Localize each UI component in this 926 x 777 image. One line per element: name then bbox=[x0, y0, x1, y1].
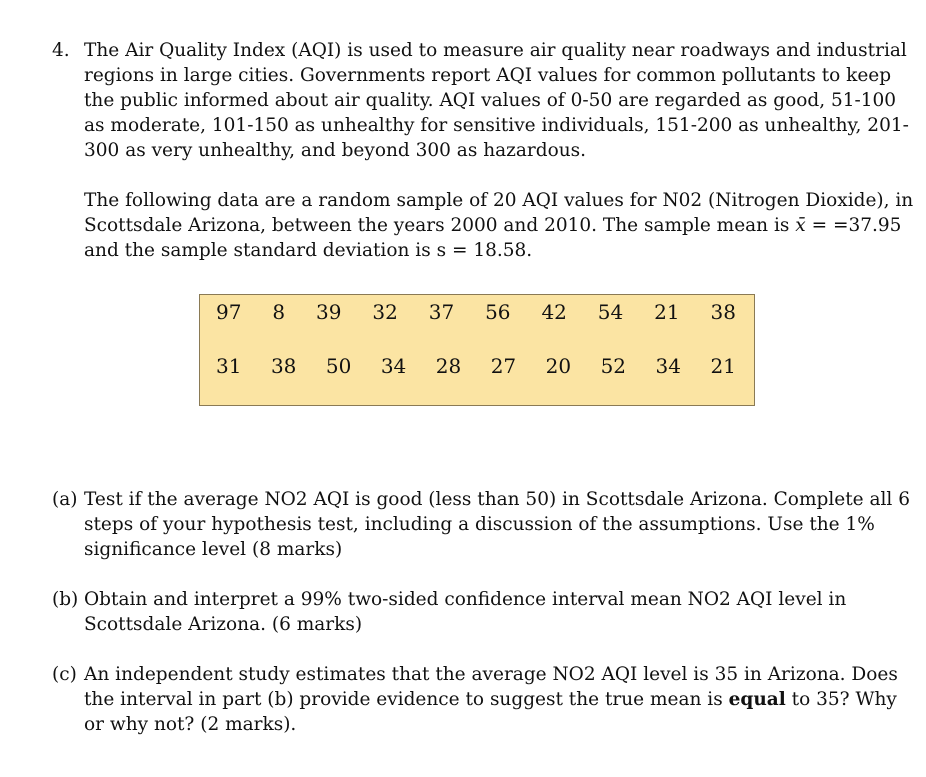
part-c-text-a: An independent study estimates that the average NO2 AQI level is 35 in Arizona. Does the interval in part (b) provide evidence to suggest the true mean is bbox=[84, 664, 898, 710]
part-c bbox=[52, 662, 914, 737]
part-c-emphasis: equal bbox=[728, 689, 786, 710]
part-c-label: (c) bbox=[52, 664, 77, 685]
data-value: 8 bbox=[272, 300, 286, 324]
data-value: 20 bbox=[545, 354, 572, 378]
data-value: 38 bbox=[710, 300, 736, 324]
data-description-a: The following data are a random sample of 20 AQI values for N02 (Nitrogen Dioxide), in Scottsdale Arizona, between the years 2000 and 2010. The sample mean is bbox=[84, 190, 914, 236]
data-value: 21 bbox=[654, 300, 680, 324]
aqi-data-table bbox=[199, 294, 755, 406]
data-value: 28 bbox=[435, 354, 462, 378]
question-4 bbox=[52, 38, 914, 263]
data-row-2 bbox=[200, 354, 754, 379]
data-value: 54 bbox=[597, 300, 624, 324]
data-value: 31 bbox=[216, 354, 242, 378]
data-description-b: = =37.95 and the sample standard deviation is s = 18.58. bbox=[84, 215, 902, 261]
question-parts bbox=[52, 487, 914, 737]
data-value: 34 bbox=[655, 354, 681, 378]
data-value: 39 bbox=[316, 300, 342, 324]
question-intro: The Air Quality Index (AQI) is used to measure air quality near roadways and industrial regions in large cities. Governments report AQI values for common pollutants to keep the public informed about air quality. AQI values of 0-50 are regarded as good, 51-100 as moderate, 101-150 as unhealthy for sensitive individuals, 151-200 as unhealthy, 201-300 as very unhealthy, and beyond 300 as hazardous. bbox=[84, 40, 909, 161]
data-value: 32 bbox=[372, 300, 398, 324]
part-c-text-b: to 35? Why or why not? (2 marks). bbox=[84, 689, 897, 735]
data-value: 38 bbox=[270, 354, 297, 378]
part-b-text: Obtain and interpret a 99% two-sided confidence interval mean NO2 AQI level in Scottsdale Arizona. (6 marks) bbox=[84, 589, 847, 635]
data-value: 50 bbox=[325, 354, 352, 378]
part-a bbox=[52, 487, 914, 562]
data-value: 27 bbox=[490, 354, 517, 378]
data-value: 52 bbox=[600, 354, 627, 378]
xbar-symbol: x̄ bbox=[795, 215, 806, 236]
data-description bbox=[84, 188, 914, 263]
data-value: 37 bbox=[428, 300, 455, 324]
data-row-1 bbox=[200, 300, 754, 325]
data-value: 42 bbox=[541, 300, 567, 324]
question-number: 4. bbox=[52, 40, 70, 61]
part-a-text: Test if the average NO2 AQI is good (less than 50) in Scottsdale Arizona. Complete all 6 steps of your hypothesis test, including a discussion of the assumptions. Use the 1% significance level (8 marks) bbox=[84, 489, 910, 560]
data-value: 56 bbox=[485, 300, 511, 324]
part-b-label: (b) bbox=[52, 589, 79, 610]
data-value: 34 bbox=[380, 354, 407, 378]
data-value: 21 bbox=[710, 354, 736, 378]
part-b bbox=[52, 587, 914, 637]
part-a-label: (a) bbox=[52, 489, 78, 510]
part-c-text bbox=[84, 662, 914, 737]
data-value: 97 bbox=[216, 300, 242, 324]
